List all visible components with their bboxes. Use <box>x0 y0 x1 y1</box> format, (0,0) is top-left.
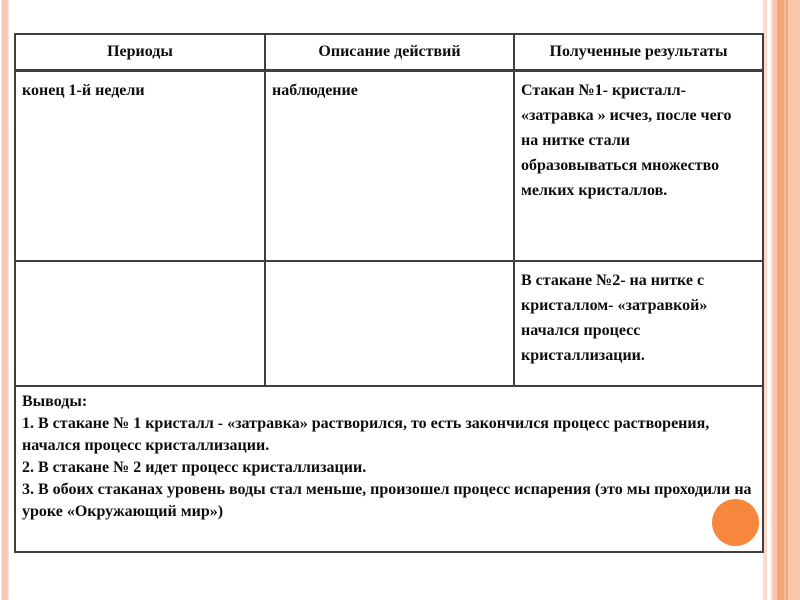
right-border-band <box>771 0 800 600</box>
header-periods: Периоды <box>15 34 265 70</box>
conclusions-row <box>15 386 763 552</box>
experiment-observation-table <box>14 33 764 553</box>
conclusions-title: Выводы: <box>22 393 88 410</box>
decorative-orange-circle <box>712 499 759 546</box>
cell-period-week1: конец 1-й недели <box>15 70 265 261</box>
cell-result-glass2: В стакане №2- на нитке с кристаллом- «затравкой» начался процесс кристаллизации. <box>514 261 763 386</box>
conclusion-item-1: 1. В стакане № 1 кристалл - «затравка» растворился, то есть закончился процесс растворения, начался процесс кристаллизации. <box>22 415 710 454</box>
cell-result-glass1: Стакан №1- кристалл- «затравка » исчез, после чего на нитке стали образовываться множество мелких кристаллов. <box>514 70 763 261</box>
cell-action-empty <box>265 261 514 386</box>
cell-period-empty <box>15 261 265 386</box>
table-row-week1 <box>15 70 763 261</box>
header-results: Полученные результаты <box>514 34 763 70</box>
conclusion-item-2: 2. В стакане № 2 идет процесс кристаллизации. <box>22 459 367 476</box>
conclusions-cell <box>15 386 763 552</box>
table-row-continued <box>15 261 763 386</box>
left-border-stripe <box>1 0 9 600</box>
cell-action-week1: наблюдение <box>265 70 514 261</box>
table-header-row <box>15 34 763 70</box>
conclusion-item-3: 3. В обоих стаканах уровень воды стал меньше, произошел процесс испарения (это мы проходили на уроке «Окружающий мир») <box>22 481 752 520</box>
header-actions: Описание действий <box>265 34 514 70</box>
